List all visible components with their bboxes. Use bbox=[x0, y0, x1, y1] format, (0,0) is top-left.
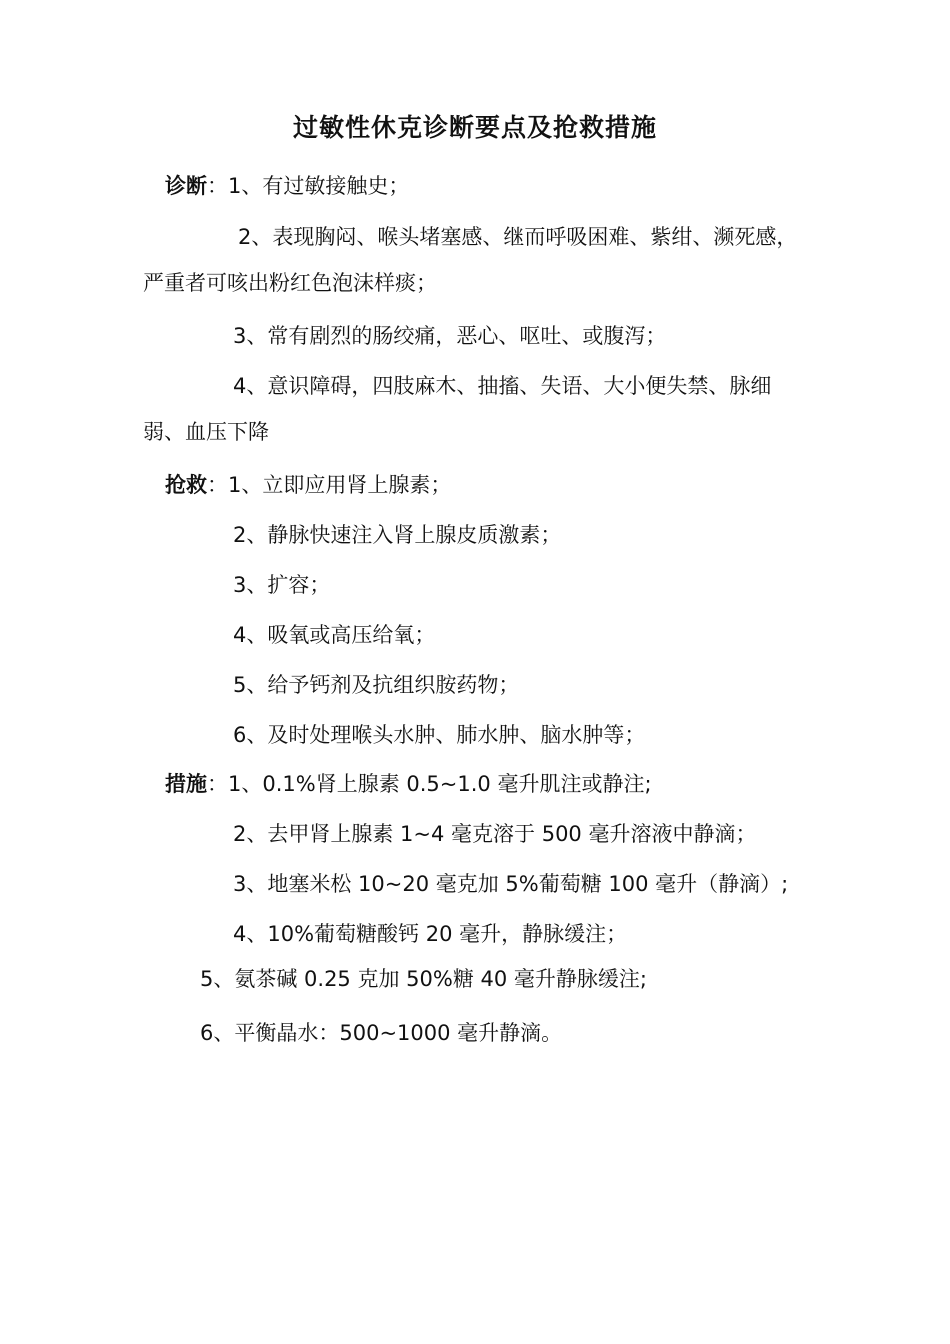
rescue-item: 3、扩容； bbox=[233, 573, 331, 597]
diagnosis-line-1 bbox=[165, 171, 409, 201]
measures-item: 2、去甲肾上腺素 1~4 毫克溶于 500 毫升溶液中静滴； bbox=[233, 822, 757, 846]
diagnosis-item: 3、常有剧烈的肠绞痛，恶心、呕吐、或腹泻； bbox=[233, 324, 667, 348]
measures-item: 4、10%葡萄糖酸钙 20 毫升，静脉缓注； bbox=[233, 922, 628, 946]
measures-separator: ： bbox=[207, 772, 228, 796]
diagnosis-label: 诊断 bbox=[165, 174, 207, 198]
diagnosis-item: 1、有过敏接触史； bbox=[228, 174, 410, 198]
rescue-item: 6、及时处理喉头水肿、肺水肿、脑水肿等； bbox=[233, 723, 646, 747]
diagnosis-item: 2、表现胸闷、喉头堵塞感、继而呼吸困难、紫绀、濒死感， bbox=[238, 225, 798, 249]
document-title: 过敏性休克诊断要点及抢救措施 bbox=[292, 113, 657, 142]
diagnosis-item-continuation: 弱、血压下降 bbox=[143, 420, 269, 444]
rescue-item: 5、给予钙剂及抗组织胺药物； bbox=[233, 673, 520, 697]
rescue-separator: ： bbox=[207, 473, 228, 497]
rescue-item: 1、立即应用肾上腺素； bbox=[228, 473, 452, 497]
diagnosis-item-continuation: 严重者可咳出粉红色泡沫样痰； bbox=[143, 271, 437, 295]
rescue-item: 4、吸氧或高压给氧； bbox=[233, 623, 436, 647]
measures-item: 3、地塞米松 10~20 毫克加 5%葡萄糖 100 毫升（静滴）; bbox=[233, 872, 789, 896]
diagnosis-item: 4、意识障碍，四肢麻木、抽搐、失语、大小便失禁、脉细 bbox=[233, 374, 772, 398]
measures-item: 1、0.1%肾上腺素 0.5~1.0 毫升肌注或静注; bbox=[228, 772, 652, 796]
rescue-label: 抢救 bbox=[165, 473, 207, 497]
measures-item: 6、平衡晶水：500~1000 毫升静滴。 bbox=[200, 1021, 563, 1045]
diagnosis-separator: ： bbox=[207, 174, 228, 198]
rescue-line-1 bbox=[165, 470, 451, 500]
measures-line-1 bbox=[165, 769, 652, 799]
measures-item: 5、氨茶碱 0.25 克加 50%糖 40 毫升静脉缓注; bbox=[200, 967, 647, 991]
measures-label: 措施 bbox=[165, 772, 207, 796]
rescue-item: 2、静脉快速注入肾上腺皮质激素； bbox=[233, 523, 562, 547]
